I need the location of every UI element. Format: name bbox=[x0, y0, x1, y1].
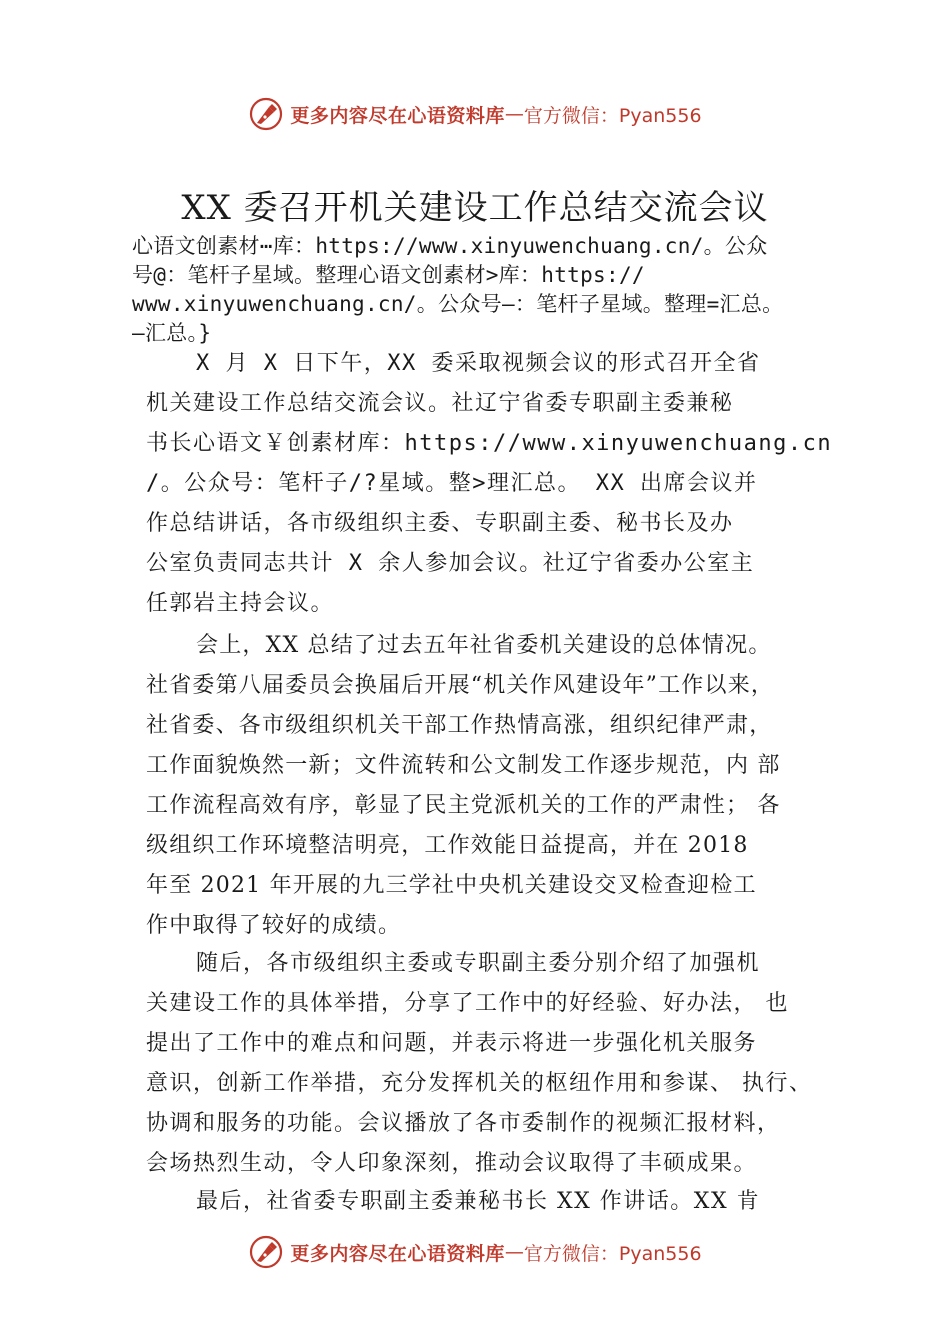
paragraph-line: 级组织工作环境整洁明亮，工作效能日益提高，并在 2018 bbox=[146, 833, 749, 858]
paragraph-line: 作中取得了较好的成绩。 bbox=[146, 913, 402, 938]
paragraph-line: 公室负责同志共计 X 余人参加会议。社辽宁省委办公室主 bbox=[146, 551, 755, 576]
paragraph-line: 年至 2021 年开展的九三学社中央机关建设交叉检查迎检工 bbox=[146, 873, 757, 898]
paragraph-line: 工作流程高效有序，彰显了民主党派机关的工作的严肃性； 各 bbox=[146, 793, 781, 818]
paragraph-line: 关建设工作的具体举措，分享了工作中的好经验、好办法， 也 bbox=[146, 991, 789, 1016]
paragraph-1 bbox=[146, 344, 836, 624]
paragraph-line: X 月 X 日下午，XX 委采取视频会议的形式召开全省 bbox=[196, 351, 761, 376]
banner-separator: — bbox=[504, 103, 524, 125]
banner-text: 更多内容尽在心语资料库 bbox=[290, 104, 505, 127]
header-banner bbox=[0, 94, 950, 134]
paragraph-line: 意识，创新工作举措，充分发挥机关的枢纽作用和参谋、 执行、 bbox=[146, 1071, 813, 1096]
document-title: XX 委召开机关建设工作总结交流会议 bbox=[181, 188, 769, 228]
preface-line: www.xinyuwenchuang.cn/。公众号—：笔杆子星域。整理=汇总。 bbox=[132, 292, 784, 316]
paragraph-line: 机关建设工作总结交流会议。社辽宁省委专职副主委兼秘 bbox=[146, 391, 734, 416]
paragraph-line: 任郭岩主持会议。 bbox=[146, 591, 335, 616]
paragraph-line: /。公众号：笔杆子/?星域。整>理汇总。 XX 出席会议并 bbox=[146, 471, 758, 496]
banner-wechat: 官方微信：Pyan556 bbox=[523, 1242, 702, 1265]
preface-block bbox=[132, 232, 862, 348]
paragraph-line: 协调和服务的功能。会议播放了各市委制作的视频汇报材料， bbox=[146, 1111, 781, 1136]
paragraph-line: 会场热烈生动，令人印象深刻，推动会议取得了丰硕成果。 bbox=[146, 1151, 758, 1176]
paragraph-line: 作总结讲话，各市级组织主委、专职副主委、秘书长及办 bbox=[146, 511, 734, 536]
preface-line: 号@：笔杆子星域。整理心语文创素材>库：https:// bbox=[132, 263, 645, 287]
paragraph-line: 最后，社省委专职副主委兼秘书长 XX 作讲话。XX 肯 bbox=[196, 1189, 761, 1214]
paragraph-line: 提出了工作中的难点和问题，并表示将进一步强化机关服务 bbox=[146, 1031, 758, 1056]
paragraph-line: 社省委、各市级组织机关干部工作热情高涨，组织纪律严肃， bbox=[146, 713, 773, 738]
paragraph-4 bbox=[146, 1182, 836, 1222]
pen-nib-logo-icon bbox=[248, 96, 284, 132]
paragraph-2 bbox=[146, 626, 836, 946]
footer-banner bbox=[0, 1232, 950, 1272]
paragraph-line: 随后，各市级组织主委或专职副主委分别介绍了加强机 bbox=[196, 951, 761, 976]
pen-nib-logo-icon bbox=[248, 1234, 284, 1270]
paragraph-line: 工作面貌焕然一新；文件流转和公文制发工作逐步规范，内 部 bbox=[146, 753, 781, 778]
paragraph-line: 社省委第八届委员会换届后开展“机关作风建设年”工作以来， bbox=[146, 673, 775, 698]
paragraph-3 bbox=[146, 944, 836, 1184]
paragraph-line: 会上，XX 总结了过去五年社省委机关建设的总体情况。 bbox=[196, 633, 772, 658]
preface-line: 心语文创素材⋯库：https://www.xinyuwenchuang.cn/。公众 bbox=[132, 234, 768, 258]
preface-line: —汇总。} bbox=[132, 321, 212, 345]
banner-wechat: 官方微信：Pyan556 bbox=[523, 104, 702, 127]
banner-text: 更多内容尽在心语资料库 bbox=[290, 1242, 505, 1265]
paragraph-line: 书长心语文￥创素材库：https://www.xinyuwenchuang.cn bbox=[146, 431, 833, 456]
banner-separator: — bbox=[504, 1241, 524, 1263]
